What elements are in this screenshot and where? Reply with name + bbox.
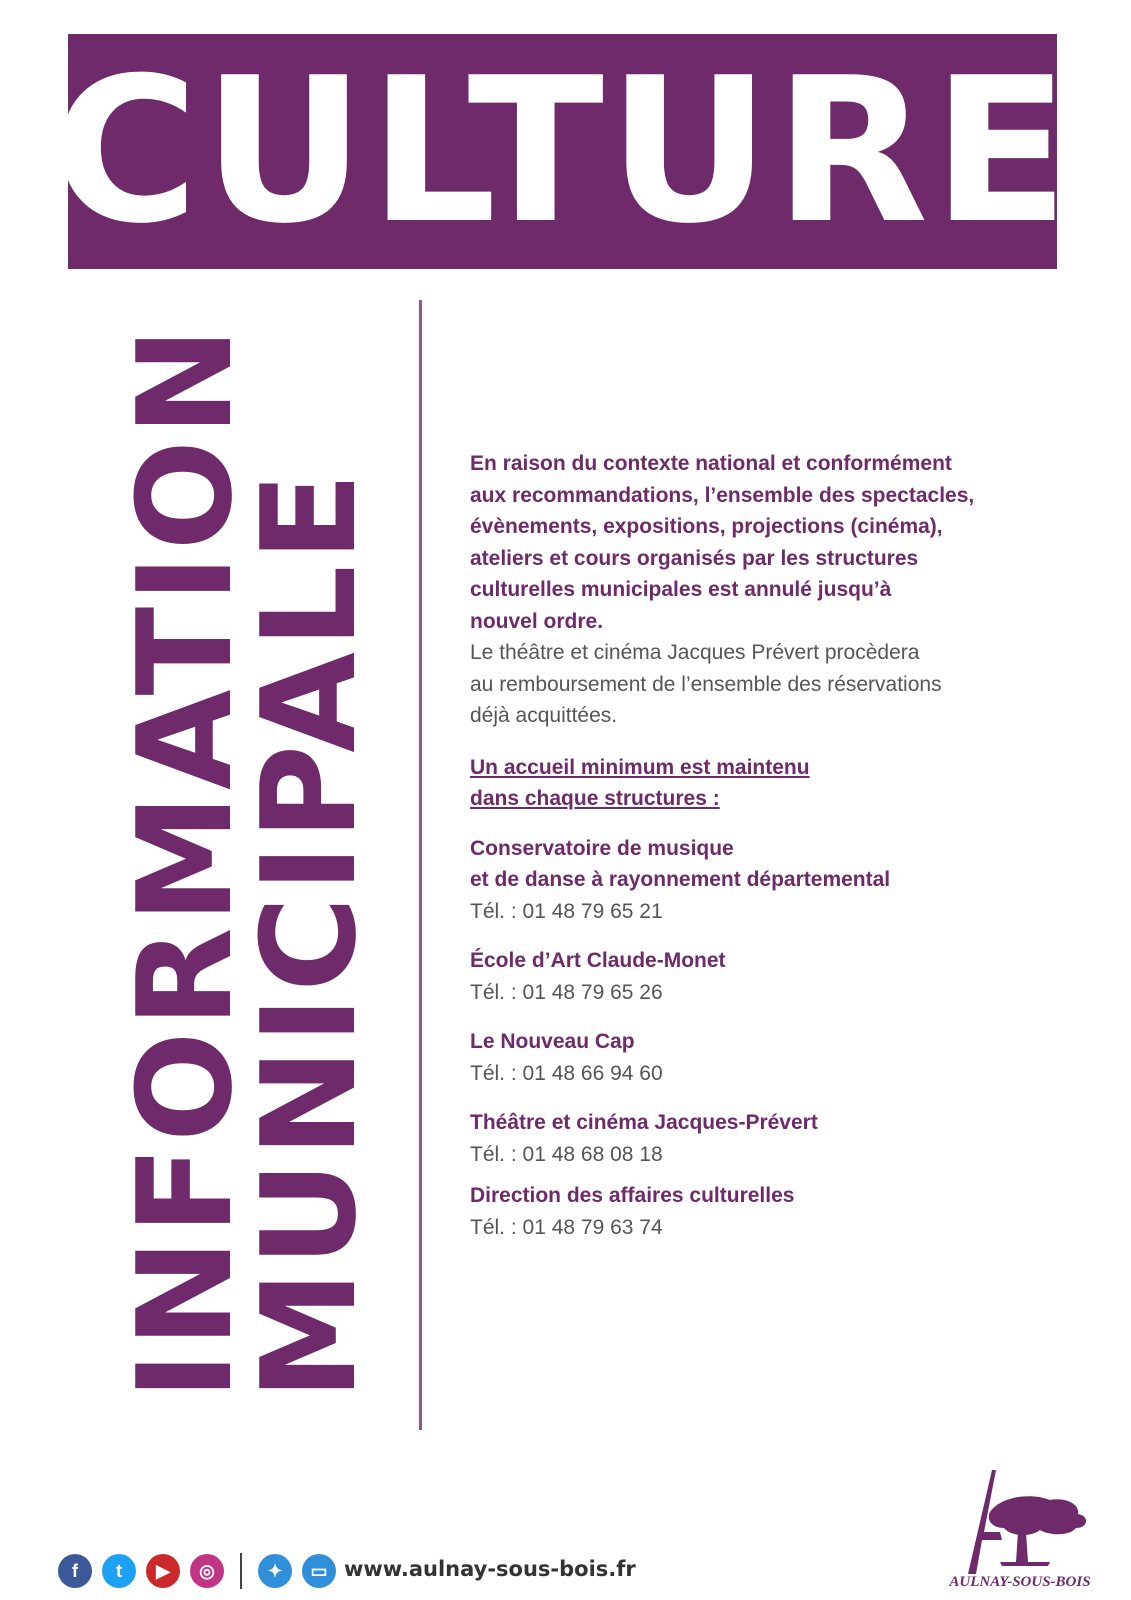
vertical-title-municipale: MUNICIPALE	[233, 468, 385, 1400]
structure-item	[470, 833, 1070, 928]
website-link[interactable]: www.aulnay-sous-bois.fr	[344, 1557, 636, 1581]
twitter-icon[interactable]: t	[102, 1554, 136, 1588]
structure-phone: Tél. : 01 48 68 08 18	[470, 1142, 663, 1166]
structure-name: Le Nouveau Cap	[470, 1030, 635, 1053]
app-icon[interactable]: ✦	[258, 1554, 292, 1588]
structure-item	[470, 1180, 1070, 1243]
structure-item	[470, 1026, 1070, 1089]
facebook-icon[interactable]: f	[58, 1554, 92, 1588]
structure-name: Direction des affaires culturelles	[470, 1184, 795, 1207]
vertical-divider	[419, 300, 422, 1430]
main-content	[470, 448, 1070, 1243]
accueil-heading: Un accueil minimum est maintenu dans chaque structures :	[470, 755, 810, 810]
youtube-icon[interactable]: ▶	[146, 1554, 180, 1588]
structure-name: Théâtre et cinéma Jacques-Prévert	[470, 1111, 818, 1134]
logo-tree	[989, 1496, 1086, 1535]
instagram-icon[interactable]: ◎	[190, 1554, 224, 1588]
culture-banner	[52, 34, 1073, 269]
footer-separator	[240, 1553, 242, 1589]
social-icons	[58, 1553, 336, 1589]
structure-item	[470, 945, 1070, 1008]
laptop-icon[interactable]: ▭	[302, 1554, 336, 1588]
structure-phone: Tél. : 01 48 79 63 74	[470, 1215, 663, 1239]
structure-item	[470, 1107, 1070, 1170]
logo-text: AULNAY-SOUS-BOIS	[949, 1574, 1091, 1590]
intro-refund-notice: Le théâtre et cinéma Jacques Prévert procèdera au remboursement de l’ensemble des réservations déjà acquittées.	[470, 641, 942, 727]
structure-name: Conservatoire de musique et de danse à rayonnement départemental	[470, 836, 891, 891]
vertical-title-information: INFORMATION	[109, 323, 261, 1400]
aulnay-logo	[930, 1462, 1110, 1592]
structure-phone: Tél. : 01 48 79 65 21	[470, 899, 663, 923]
structure-name: École d’Art Claude-Monet	[470, 949, 726, 972]
structure-phone: Tél. : 01 48 66 94 60	[470, 1061, 663, 1085]
banner-title: CULTURE	[52, 34, 1073, 268]
intro-announcement: En raison du contexte national et conformément aux recommandations, l’ensemble des spectacles, évènements, expositions, projections (cinéma), ateliers et cours organisés par les structures culturelles municipales est annulé jusqu’à nouvel ordre.	[470, 452, 975, 633]
structure-phone: Tél. : 01 48 79 65 26	[470, 980, 663, 1004]
logo-trunk	[1016, 1532, 1028, 1562]
